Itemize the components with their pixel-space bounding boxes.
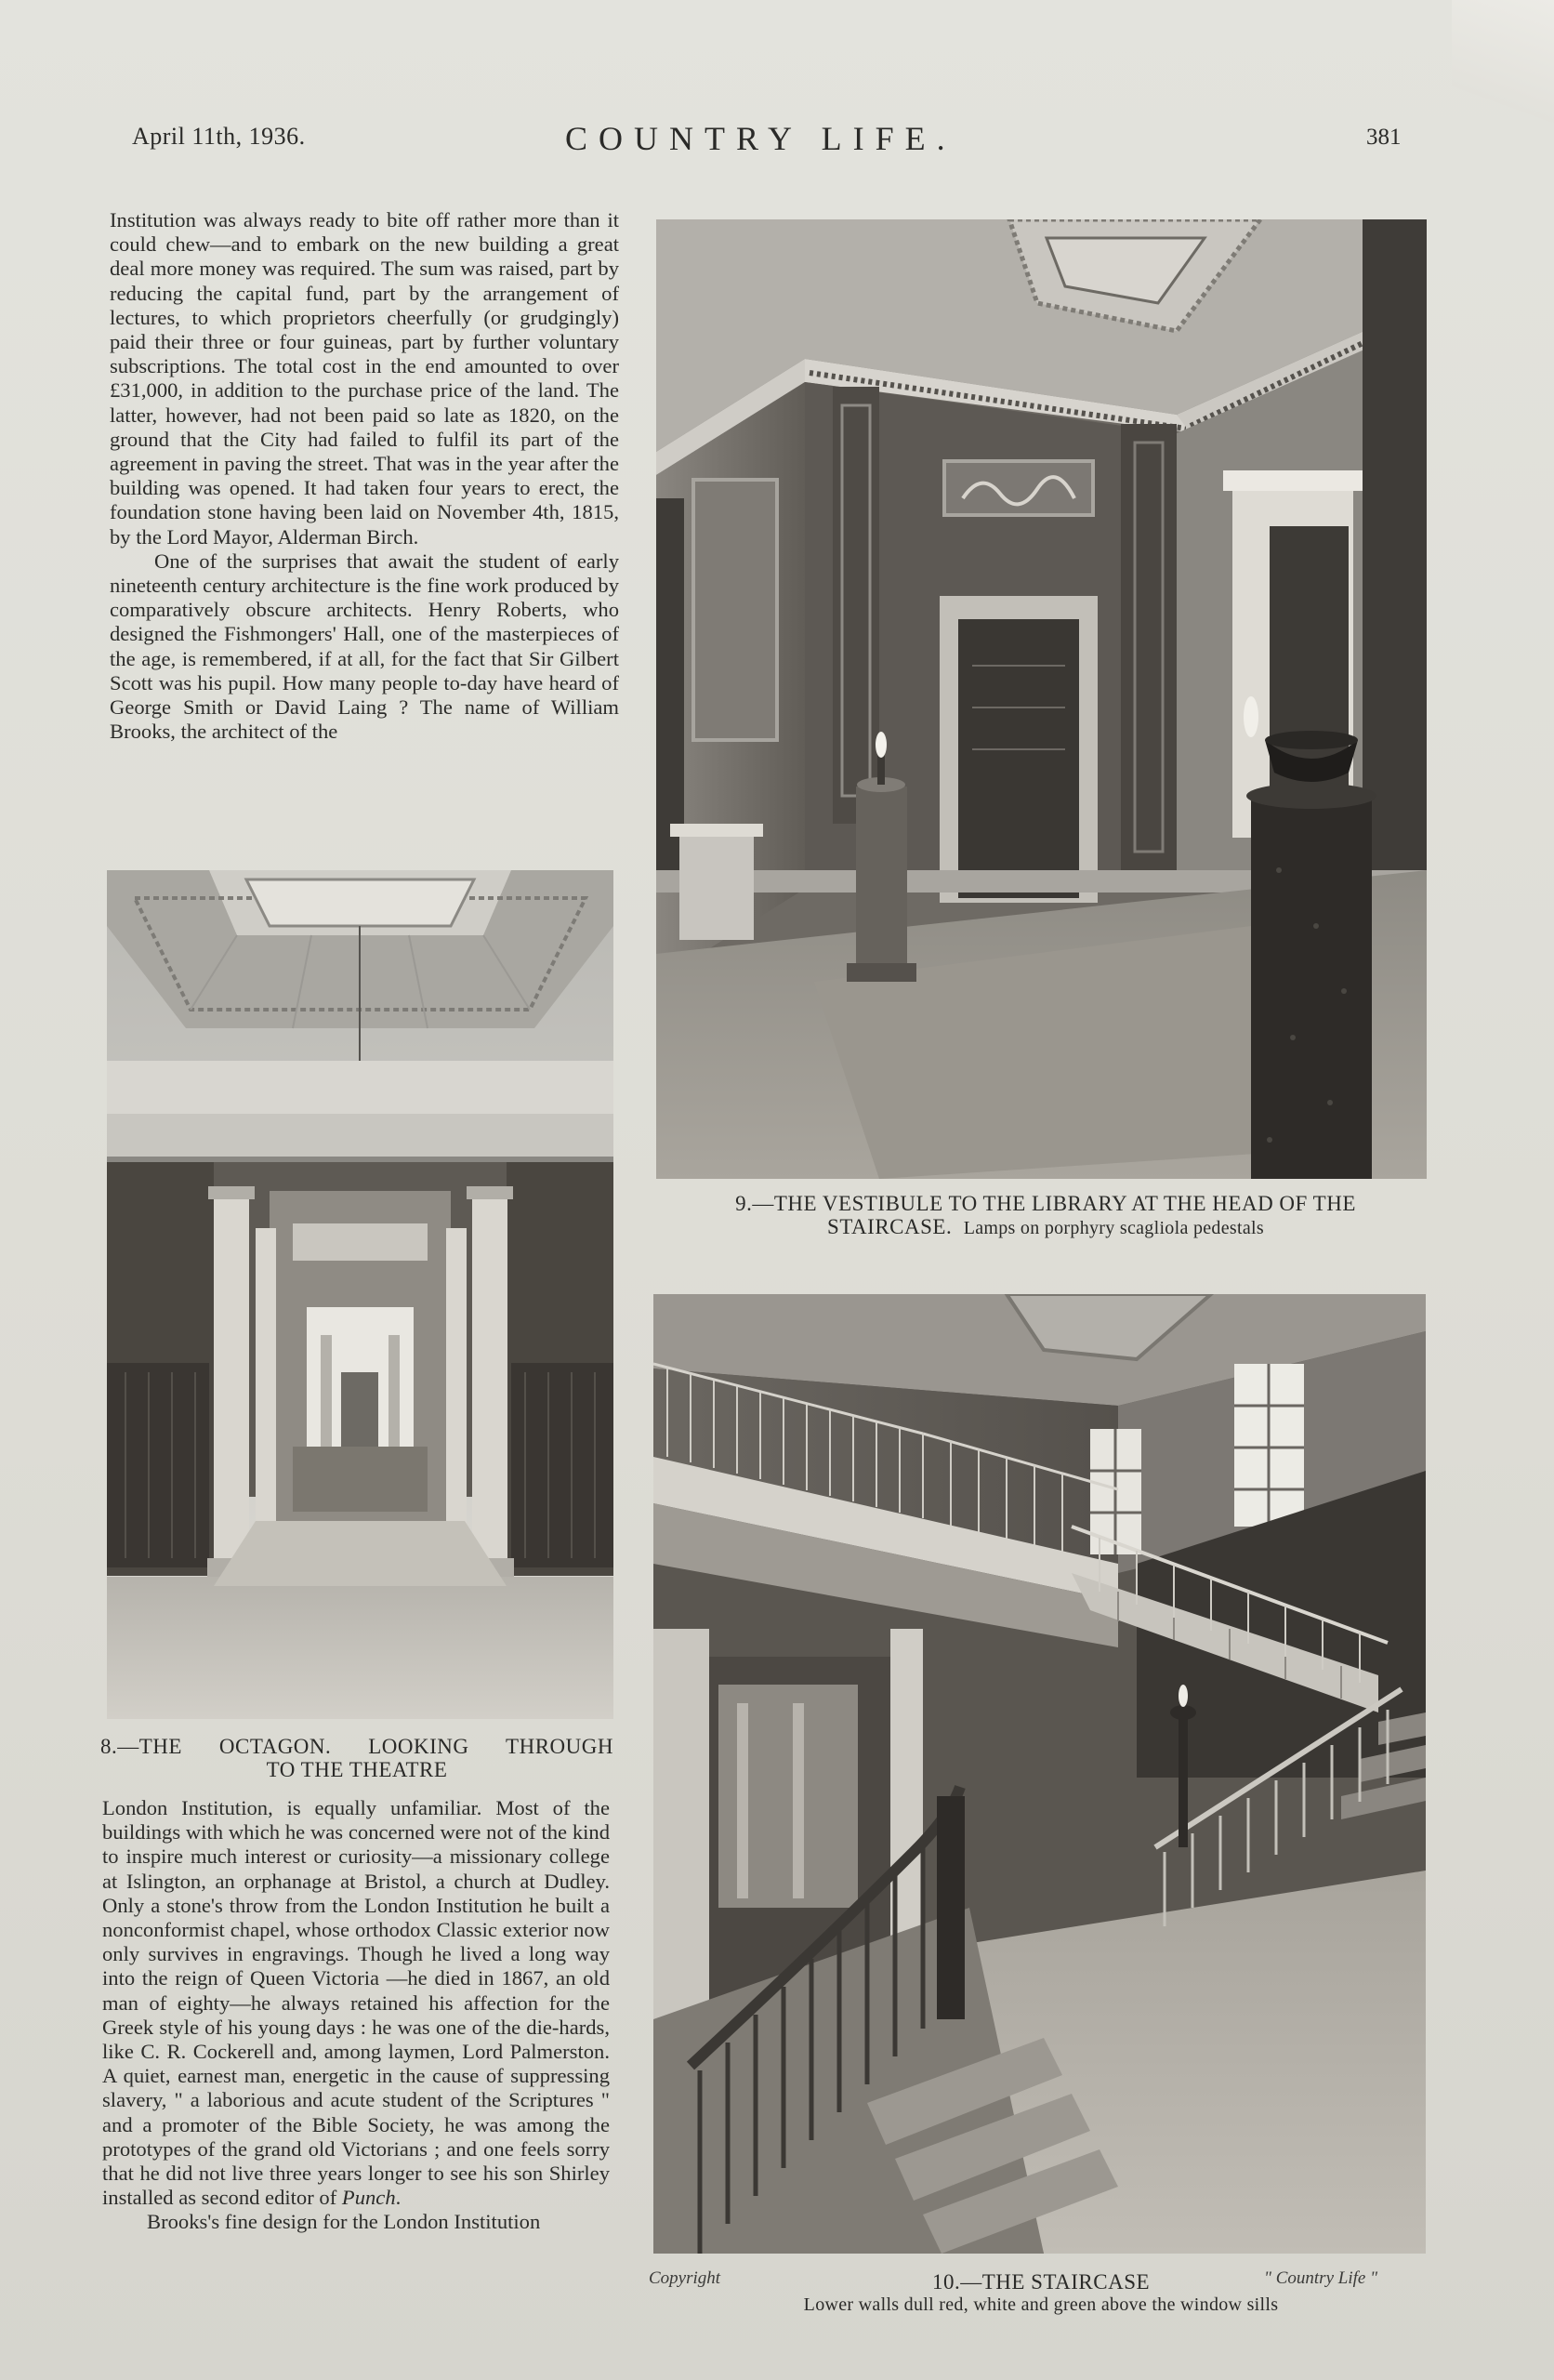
caption-note: Lamps on porphyry scagliola pedestals xyxy=(963,1218,1264,1238)
paragraph-end: . xyxy=(395,2186,402,2210)
caption-line: 9.—THE VESTIBULE TO THE LIBRARY AT THE HEAD OF THE xyxy=(735,1192,1356,1215)
paragraph xyxy=(102,1796,610,2210)
paragraph: Brooks's fine design for the London Institution xyxy=(147,2210,541,2234)
vestibule-photograph xyxy=(656,219,1427,1179)
staircase-photograph xyxy=(653,1294,1426,2254)
paragraph: Institution was always ready to bite off rather more than it could chew—and to embark on the new building a great deal more money was required. The sum was raised, part by reducing the capital fund, part by the arrangement of lectures, to which proprietors cheerfully (or grudgingly) paid their three or four guineas, part by further voluntary subscriptions. The total cost in the end amounted to over £31,000, in addition to the purchase price of the land. The latter, however, had not been paid so late as 1820, on the ground that the City had failed to fulfil its part of the agreement in paving the street. That was in the year after the building was opened. It had taken four years to erect, the foundation stone having been laid on November 4th, 1815, by the Lord Mayor, Alderman Birch. xyxy=(110,208,619,549)
staircase-illustration xyxy=(653,1294,1426,2254)
italic-title: Punch xyxy=(341,2186,396,2210)
page-number: 381 xyxy=(1366,125,1402,150)
article-text-bottom xyxy=(102,1796,610,2235)
vestibule-illustration xyxy=(656,219,1427,1179)
staircase-caption xyxy=(651,2270,1431,2317)
paragraph: One of the surprises that await the student of early nineteenth century architecture is the fine work produced by comparatively obscure architects. Henry Roberts, who designed the Fishmongers' Hall, one of the masterpieces of the age, is remembered, if at all, for the fact that Sir Gilbert Scott was his pupil. How many people to-day have heard of George Smith or David Laing ? The name of William Brooks, the architect of the xyxy=(110,549,619,744)
caption-line-2 xyxy=(660,1215,1431,1240)
octagon-caption xyxy=(100,1735,613,1781)
caption-line: 8.—THE OCTAGON. LOOKING THROUGH xyxy=(100,1735,613,1758)
paragraph-text: London Institution, is equally unfamiliar. Most of the buildings with which he was concerned were not of the kind to inspire much interest or curiosity—a missionary college at Islington, an orphanage at Bristol, a church at Dudley. Only a stone's throw from the London Institution he built a nonconformist chapel, whose orthodox Classic exterior now only survives in engravings. Though he lived a long way into the reign of Queen Victoria —he died in 1867, an old man of eighty—he always retained his affection for the Greek style of his young days : he was one of the die-hards, like C. R. Cockerell and, among laymen, Lord Palmerston. A quiet, earnest man, energetic in the cause of suppressing slavery, " a laborious and acute student of the Scriptures " and a promoter of the Bible Society, he was among the prototypes of the grand old Victorians ; and one feels sorry that he did not live three years longer to see his son Shirley installed as second editor of xyxy=(102,1796,610,2210)
caption-line: TO THE THEATRE xyxy=(266,1758,448,1781)
copyright-label: Copyright xyxy=(649,2268,721,2288)
octagon-photograph xyxy=(107,870,613,1719)
article-text-top xyxy=(110,208,619,744)
caption-line: 10.—THE STAIRCASE xyxy=(931,2270,1151,2294)
caption-heading: STAIRCASE. xyxy=(827,1215,953,1238)
page-corner-fold xyxy=(1452,0,1554,186)
issue-date: April 11th, 1936. xyxy=(132,123,306,150)
vestibule-caption xyxy=(660,1192,1431,1240)
magazine-title: COUNTRY LIFE. xyxy=(565,120,956,157)
caption-note: Lower walls dull red, white and green above the window sills xyxy=(803,2294,1279,2315)
octagon-illustration xyxy=(107,870,613,1719)
copyright-credit: " Country Life " xyxy=(1264,2268,1378,2288)
